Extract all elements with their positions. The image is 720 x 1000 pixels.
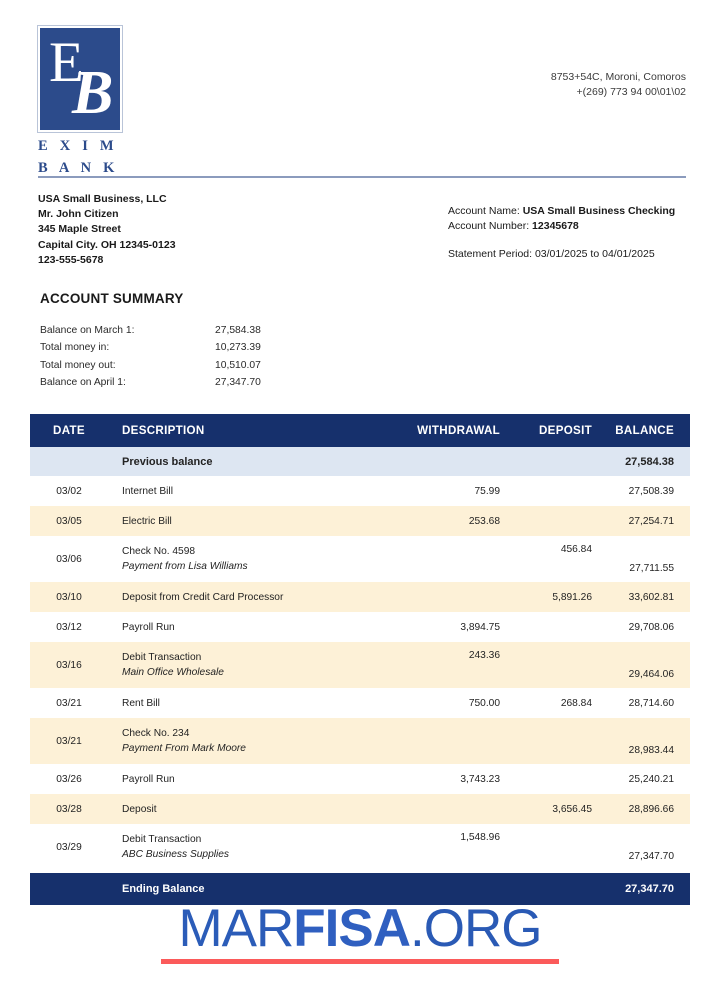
summary-value: 27,347.70	[215, 376, 261, 388]
row-description-sub: ABC Business Supplies	[122, 849, 230, 860]
logo-letter-b: B	[72, 59, 114, 127]
summary-label: Balance on April 1:	[40, 376, 126, 388]
table-row	[30, 612, 690, 642]
summary-row	[40, 374, 320, 391]
column-header-date: DATE	[53, 424, 85, 437]
row-description	[108, 834, 388, 860]
account-summary-title: ACCOUNT SUMMARY	[40, 291, 184, 306]
row-description-main: Deposit from Credit Card Processor	[122, 591, 284, 603]
row-withdrawal: 75.99	[474, 485, 500, 497]
table-row	[30, 764, 690, 794]
site-watermark	[0, 900, 720, 964]
account-summary-table	[40, 322, 320, 391]
bank-name-line-1: E X I M	[38, 138, 118, 154]
previous-balance-label: Previous balance	[122, 455, 213, 468]
row-date: 03/21	[56, 697, 82, 709]
row-balance: 28,714.60	[628, 697, 674, 709]
account-name-row	[448, 204, 675, 219]
transactions-table	[30, 414, 690, 905]
summary-value: 10,273.39	[215, 342, 261, 354]
summary-value: 27,584.38	[215, 325, 261, 336]
row-description	[108, 546, 388, 572]
table-row	[30, 718, 690, 764]
row-balance: 27,711.55	[629, 563, 674, 574]
table-row	[30, 536, 690, 582]
row-withdrawal: 750.00	[468, 697, 500, 709]
row-withdrawal: 243.36	[468, 650, 500, 661]
row-description-main: Check No. 4598	[122, 546, 196, 557]
column-header-description: DESCRIPTION	[122, 424, 205, 437]
ending-balance-label: Ending Balance	[122, 883, 205, 895]
column-header-balance: BALANCE	[615, 424, 674, 437]
header-divider	[38, 176, 686, 178]
account-name-value: USA Small Business Checking	[522, 205, 676, 217]
bank-phone: +(269) 773 94 00\01\02	[576, 86, 686, 98]
row-withdrawal: 3,743.23	[460, 773, 500, 785]
summary-value: 10,510.07	[215, 359, 261, 371]
statement-header	[38, 26, 686, 176]
row-balance: 27,508.39	[628, 485, 674, 497]
row-description-main: Payroll Run	[122, 773, 175, 785]
row-description-main: Payroll Run	[122, 621, 175, 633]
ending-balance-amount: 27,347.70	[625, 883, 674, 895]
row-description	[108, 652, 388, 678]
row-description	[108, 728, 388, 754]
row-description-sub: Payment from Lisa Williams	[122, 561, 248, 572]
column-header-deposit: DEPOSIT	[539, 424, 592, 437]
row-date: 03/28	[56, 803, 82, 815]
table-row	[30, 824, 690, 870]
row-deposit	[500, 824, 592, 832]
row-balance: 28,983.44	[628, 745, 674, 756]
customer-street: 345 Maple Street	[38, 223, 121, 236]
bank-address: 8753+54C, Moroni, Comoros	[550, 71, 686, 83]
logo-letter-e: E	[49, 31, 84, 94]
row-deposit: 268.84	[560, 697, 592, 709]
table-header-row	[30, 414, 690, 447]
table-row	[30, 506, 690, 536]
customer-city-state-zip: Capital City. OH 12345-0123	[38, 238, 176, 251]
row-description-main: Debit Transaction	[122, 652, 202, 663]
row-description	[108, 516, 388, 527]
watermark-part-3: .ORG	[410, 899, 542, 958]
statement-period: Statement Period: 03/01/2025 to 04/01/2025	[448, 248, 655, 261]
row-description-main: Internet Bill	[122, 485, 173, 497]
row-deposit: 456.84	[560, 544, 592, 555]
bank-logo	[38, 26, 138, 176]
row-description-main: Rent Bill	[122, 697, 160, 709]
bank-logo-mark	[38, 26, 122, 132]
row-balance: 27,347.70	[628, 851, 674, 862]
customer-address-block	[38, 192, 176, 268]
row-description	[108, 486, 388, 497]
row-description-main: Check No. 234	[122, 728, 190, 739]
account-number-label: Account Number:	[448, 220, 530, 233]
row-description-sub: Payment From Mark Moore	[122, 743, 246, 754]
customer-company: USA Small Business, LLC	[38, 193, 167, 205]
row-deposit	[500, 642, 592, 650]
table-row	[30, 642, 690, 688]
watermark-part-1: MAR	[178, 899, 294, 958]
row-date: 03/10	[56, 591, 82, 603]
row-balance: 29,464.06	[628, 669, 674, 680]
watermark-part-2: FISA	[293, 899, 411, 958]
table-row	[30, 582, 690, 612]
previous-balance-row	[30, 447, 690, 476]
row-withdrawal: 1,548.96	[460, 832, 500, 843]
row-description-main: Electric Bill	[122, 515, 172, 527]
watermark-text	[0, 900, 720, 958]
row-withdrawal: 3,894.75	[460, 621, 500, 633]
account-info-block	[448, 204, 675, 263]
account-name-label: Account Name:	[448, 205, 520, 217]
account-number-value: 12345678	[532, 220, 579, 233]
bank-name-line-2: B A N K	[38, 160, 119, 176]
row-description-main: Debit Transaction	[122, 834, 202, 845]
table-row	[30, 476, 690, 506]
watermark-underline	[161, 959, 559, 964]
row-balance: 25,240.21	[628, 773, 674, 785]
bank-contact-block	[551, 70, 686, 100]
row-description	[108, 622, 388, 633]
row-description	[108, 804, 388, 815]
row-balance: 27,254.71	[628, 515, 674, 527]
row-date: 03/05	[56, 515, 82, 527]
row-description-main: Deposit	[122, 803, 157, 815]
row-date: 03/21	[56, 735, 82, 747]
row-date: 03/12	[56, 621, 82, 633]
previous-balance-amount: 27,584.38	[625, 455, 674, 468]
row-deposit: 5,891.26	[552, 591, 592, 603]
row-date: 03/16	[56, 659, 82, 671]
row-balance: 29,708.06	[628, 621, 674, 633]
row-withdrawal	[388, 718, 500, 726]
row-date: 03/06	[56, 553, 82, 565]
row-description	[108, 592, 388, 603]
row-balance: 33,602.81	[628, 591, 674, 603]
row-description-sub: Main Office Wholesale	[122, 667, 224, 678]
customer-name: Mr. John Citizen	[38, 208, 119, 221]
summary-label: Balance on March 1:	[40, 325, 135, 336]
summary-row	[40, 339, 320, 356]
summary-row	[40, 357, 320, 374]
row-deposit: 3,656.45	[552, 803, 592, 815]
account-number-row	[448, 219, 675, 234]
customer-phone: 123-555-5678	[38, 253, 104, 266]
row-withdrawal	[388, 536, 500, 544]
table-row	[30, 794, 690, 824]
row-date: 03/29	[56, 841, 82, 853]
row-date: 03/02	[56, 485, 82, 497]
table-row	[30, 688, 690, 718]
column-header-withdrawal: WITHDRAWAL	[417, 424, 500, 437]
row-date: 03/26	[56, 773, 82, 785]
row-withdrawal: 253.68	[468, 515, 500, 527]
summary-label: Total money out:	[40, 359, 116, 371]
row-description	[108, 774, 388, 785]
row-balance: 28,896.66	[628, 803, 674, 815]
row-deposit	[500, 718, 592, 726]
row-description	[108, 698, 388, 709]
summary-row	[40, 322, 320, 339]
summary-label: Total money in:	[40, 342, 110, 354]
